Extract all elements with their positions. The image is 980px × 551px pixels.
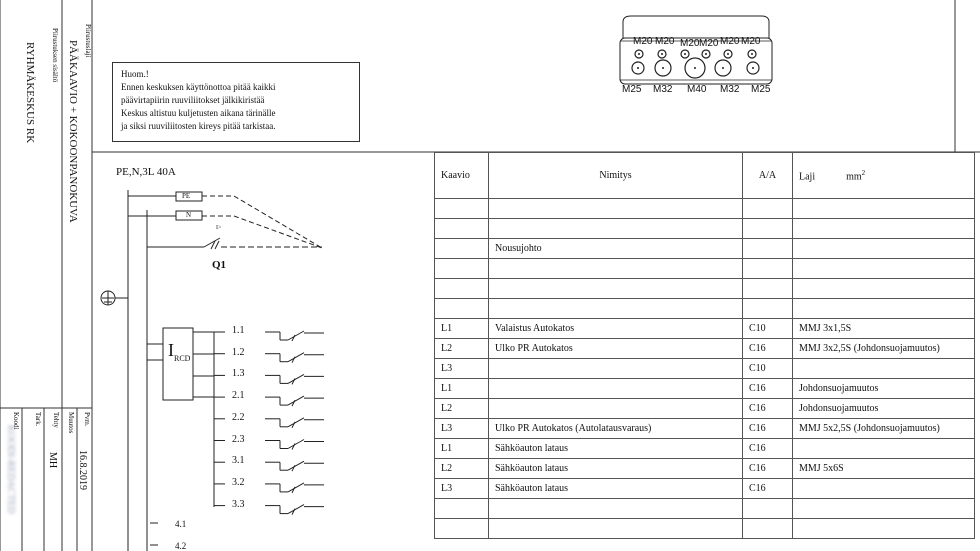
gland-label-top: M20 [720,36,740,47]
drawing-type-label: Piirustuslaji [84,24,92,58]
cell-laji: MMJ 5x6S [793,459,975,479]
table-row [435,239,975,259]
cell-kaavio: L1 [435,439,489,459]
cell-nimitys [489,359,743,379]
gland-label-bottom: M32 [653,84,673,95]
cell-aa: C16 [743,399,793,419]
circuit-label: 3.1 [232,455,245,467]
circuit-label: 3.2 [232,476,245,488]
cell-laji: Johdonsuojamuutos [793,379,975,399]
note-line: ja siksi ruuviliitosten kireys pitää tarkistaa. [121,121,276,131]
gland-label-top: M20 [699,38,719,49]
table-header [435,153,975,199]
gland-label-top: M20 [655,36,675,47]
breaker-contact [288,374,304,383]
gland-label-bottom: M32 [720,84,740,95]
n-label: N [186,211,192,219]
cell-laji [793,479,975,499]
cell-kaavio: L1 [435,379,489,399]
cell-laji: MMJ 3x2,5S (Johdonsuojamuutos) [793,339,975,359]
cell-kaavio: L2 [435,399,489,419]
cell-kaavio [435,519,489,539]
cell-laji [793,239,975,259]
cable-glands [632,50,759,78]
cell-kaavio [435,259,489,279]
cell-kaavio: L3 [435,419,489,439]
cell-laji [793,259,975,279]
content-title: RYHMÄKESKUS RK [24,42,36,144]
breaker-contact [288,331,304,340]
cell-nimitys: Sähköauton lataus [489,439,743,459]
note-line: Keskus altistuu kuljetusten aikana tärinälle [121,108,276,118]
cell-nimitys [489,379,743,399]
cell-kaavio [435,279,489,299]
cell-nimitys [489,199,743,219]
cell-aa: C16 [743,479,793,499]
table-row [435,379,975,399]
cell-aa: C16 [743,459,793,479]
gland-label-top: M20 [741,36,761,47]
breaker-label: Q1 [212,259,227,271]
header-unit-sup: 2 [861,168,866,177]
breaker-contact [288,418,304,427]
circuit-label: 2.3 [232,433,245,445]
cell-nimitys [489,219,743,239]
breaker-contact [288,483,304,492]
table-row [435,299,975,319]
cell-kaavio [435,299,489,319]
cell-aa [743,239,793,259]
circuit-label-extra: 4.1 [175,519,187,529]
cell-nimitys: Sähköauton lataus [489,459,743,479]
cell-nimitys [489,259,743,279]
cell-laji [793,199,975,219]
circuit-label: 1.1 [232,325,245,336]
breaker-contact [288,440,304,449]
note-line: Ennen keskuksen käyttönottoa pitää kaikki [121,82,276,92]
header-laji-text: Laji [799,171,816,183]
cell-kaavio: L2 [435,459,489,479]
table-row [435,359,975,379]
cell-laji: Johdonsuojamuutos [793,399,975,419]
cell-kaavio: L1 [435,319,489,339]
circuit-label: 1.2 [232,346,245,358]
cell-kaavio: L3 [435,359,489,379]
gland-label-top: M20 [633,36,653,47]
checked-label: Tark. [34,412,42,427]
cell-nimitys [489,279,743,299]
table-row [435,459,975,479]
cell-nimitys: Ulko PR Autokatos (Autolatausvaraus) [489,419,743,439]
table-row [435,279,975,299]
pe-label: PE [182,192,191,200]
cell-aa: C16 [743,419,793,439]
header-laji [793,153,975,199]
circuit-label-extra: 4.2 [175,541,187,551]
cell-kaavio [435,219,489,239]
header-unit: mm [846,171,862,183]
cell-laji [793,299,975,319]
breaker-contact [288,396,304,405]
table-row [435,319,975,339]
cell-laji [793,219,975,239]
cell-aa: C10 [743,319,793,339]
breaker-contact [288,505,304,514]
cell-laji: MMJ 5x2,5S (Johdonsuojamuutos) [793,419,975,439]
cell-aa [743,199,793,219]
gland-label-top: M20 [680,38,700,49]
header-aa: A/A [743,153,793,199]
cell-laji [793,359,975,379]
cell-aa [743,519,793,539]
rcd-main: I [168,340,174,360]
cell-kaavio: L3 [435,479,489,499]
content-label: Piirustuksen sisältö [51,28,59,83]
table-row [435,399,975,419]
table-row [435,199,975,219]
drawing-type: PÄÄKAAVIO + KOKOONPANOKUVA [67,40,79,223]
code-value: KOODI-REDACTED [5,425,16,514]
supply-label: PE,N,3L 40A [116,166,176,178]
breaker-mark: I> [216,225,222,231]
cell-aa: C10 [743,359,793,379]
cell-nimitys [489,519,743,539]
circuit-label: 1.3 [232,368,245,380]
table-row [435,339,975,359]
cell-aa: C16 [743,379,793,399]
drawn-by: MH [47,452,58,469]
cell-aa: C16 [743,339,793,359]
note-box [112,62,360,142]
table-row [435,219,975,239]
cell-kaavio [435,499,489,519]
header-kaavio: Kaavio [435,153,489,199]
cell-nimitys [489,299,743,319]
gland-label-bottom: M25 [751,84,771,95]
cell-nimitys: Valaistus Autokatos [489,319,743,339]
cell-nimitys [489,499,743,519]
single-line-schematic [92,152,434,551]
rcd-sub: RCD [174,354,191,363]
cell-aa [743,279,793,299]
cell-laji: MMJ 3x1,5S [793,319,975,339]
breaker-contact [288,461,304,470]
code-label: Koodi [12,412,20,430]
table-row [435,479,975,499]
cell-laji [793,499,975,519]
circuit-table [434,152,975,539]
cell-kaavio [435,239,489,259]
cell-nimitys: Sähköauton lataus [489,479,743,499]
cell-aa [743,499,793,519]
change-label: Muutos [67,412,75,434]
gland-label-bottom: M25 [622,84,642,95]
table-row [435,259,975,279]
breaker-contact [288,353,304,362]
cell-laji [793,439,975,459]
circuit-label: 2.1 [232,390,245,402]
cell-aa [743,299,793,319]
table-row [435,439,975,459]
cell-nimitys [489,399,743,419]
date-value: 16.8.2019 [77,450,88,490]
circuit-switches [214,331,324,515]
cell-nimitys: Ulko PR Autokatos [489,339,743,359]
cell-aa [743,219,793,239]
gland-label-bottom: M40 [687,84,707,95]
cell-nimitys: Nousujohto [489,239,743,259]
table-row [435,499,975,519]
cell-aa [743,259,793,279]
circuit-label: 3.3 [232,498,245,510]
note-line: Huom.! [121,69,149,79]
note-line: päävirtapiirin ruuviliitokset jälkikiristää [121,95,265,105]
circuit-label: 2.2 [232,411,245,423]
header-nimitys: Nimitys [489,153,743,199]
cell-kaavio [435,199,489,219]
drawn-label: Tehty [52,412,60,428]
cell-aa: C16 [743,439,793,459]
date-label: Pvm. [83,412,91,427]
cell-laji [793,279,975,299]
cell-kaavio: L2 [435,339,489,359]
cell-laji [793,519,975,539]
table-row [435,519,975,539]
table-row [435,419,975,439]
